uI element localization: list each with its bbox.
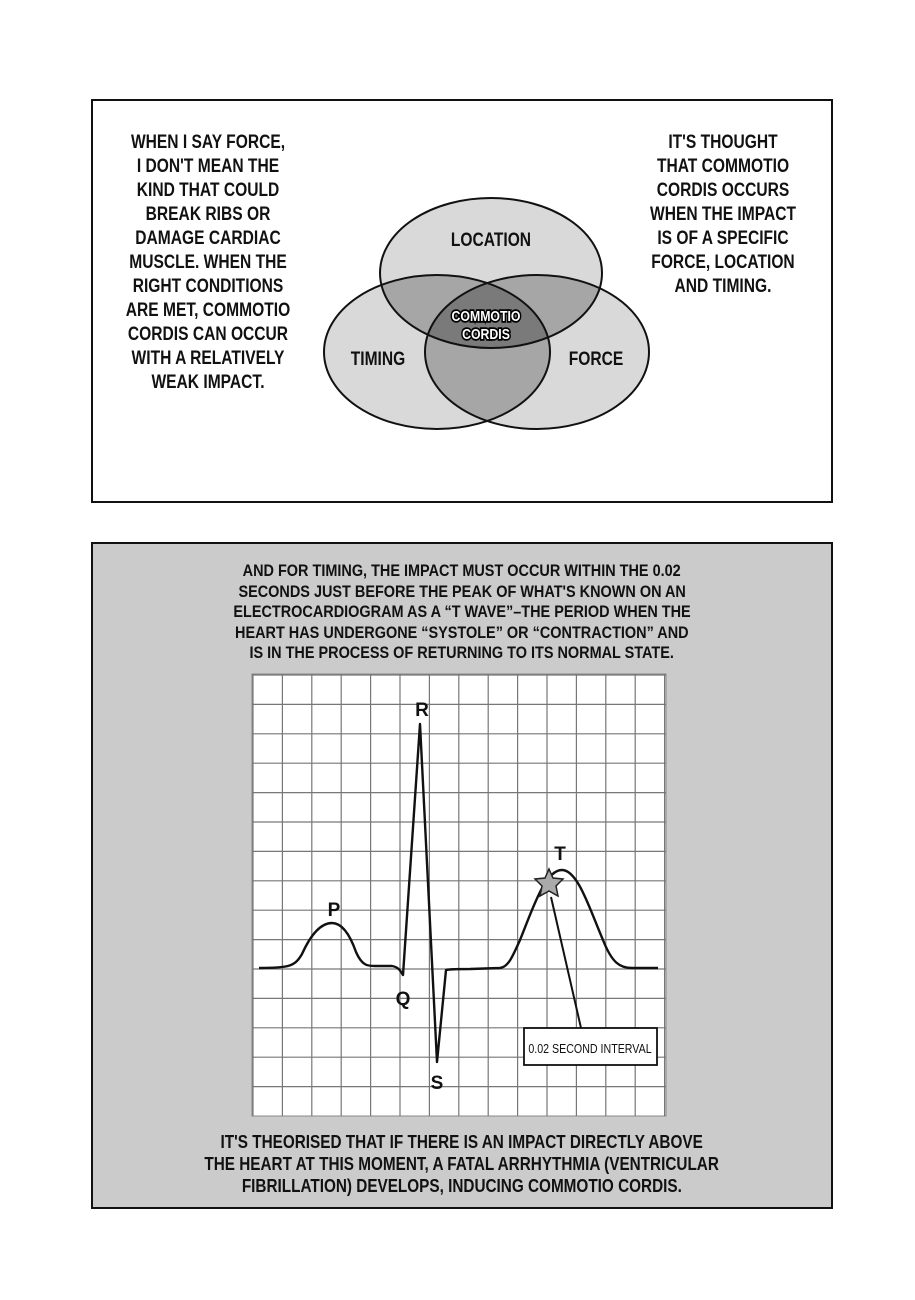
caption-line: IS OF A SPECIFIC (657, 228, 789, 249)
wave-label-s: S (430, 1073, 444, 1094)
caption-line: FIBRILLATION) DEVELOPS, INDUCING COMMOTIO CORDIS. (241, 1176, 683, 1196)
caption-line: WITH A RELATIVELY (131, 348, 285, 369)
caption-line: WEAK IMPACT. (151, 372, 265, 393)
venn-label-commotio: COMMOTIO (451, 307, 521, 325)
venn-label-location: LOCATION (450, 228, 532, 251)
venn-diagram (324, 198, 649, 429)
wave-label-t: T (554, 844, 566, 865)
venn-label-cordis: CORDIS (462, 325, 510, 343)
caption-line: IT'S THEORISED THAT IF THERE IS AN IMPACT DIRECTLY ABOVE (220, 1132, 704, 1152)
caption-line: KIND THAT COULD (136, 180, 280, 201)
caption-line: CORDIS CAN OCCUR (127, 324, 289, 345)
caption-line: THE HEART AT THIS MOMENT, A FATAL ARRHYTHMIA (VENTRICULAR (204, 1154, 720, 1174)
venn-label-force: FORCE (568, 347, 624, 370)
caption-line: DAMAGE CARDIAC (135, 228, 281, 249)
caption-line: RIGHT CONDITIONS (132, 276, 284, 297)
caption-line: AND FOR TIMING, THE IMPACT MUST OCCUR WITHIN THE 0.02 (242, 561, 682, 580)
wave-label-p: P (327, 900, 341, 921)
caption-line: I DON'T MEAN THE (136, 156, 280, 177)
caption-line: WHEN I SAY FORCE, (130, 132, 286, 153)
caption-line: FORCE, LOCATION (651, 252, 795, 273)
caption-line: ARE MET, COMMOTIO (125, 300, 291, 321)
caption-line: SECONDS JUST BEFORE THE PEAK OF WHAT'S KNOWN ON AN (238, 581, 686, 601)
caption-line: CORDIS OCCURS (656, 180, 790, 201)
wave-label-r: R (415, 700, 429, 721)
interval-label: 0.02 SECOND INTERVAL (528, 1040, 652, 1057)
wave-label-q: Q (395, 989, 411, 1010)
caption-line: MUSCLE. WHEN THE (129, 252, 287, 273)
caption-line: AND TIMING. (674, 276, 772, 297)
caption-line: HEART HAS UNDERGONE “SYSTOLE” OR “CONTRACTION” AND (235, 622, 689, 642)
ecg-chart (252, 674, 666, 1116)
caption-line: WHEN THE IMPACT (650, 204, 796, 225)
caption-line: BREAK RIBS OR (145, 204, 271, 225)
caption-line: IT'S THOUGHT (668, 132, 778, 153)
caption-line: IS IN THE PROCESS OF RETURNING TO ITS NORMAL STATE. (249, 643, 675, 662)
caption-line: THAT COMMOTIO (656, 156, 790, 177)
venn-label-timing: TIMING (350, 347, 406, 370)
caption-line: ELECTROCARDIOGRAM AS A “T WAVE”–THE PERIOD WHEN THE (233, 602, 691, 621)
